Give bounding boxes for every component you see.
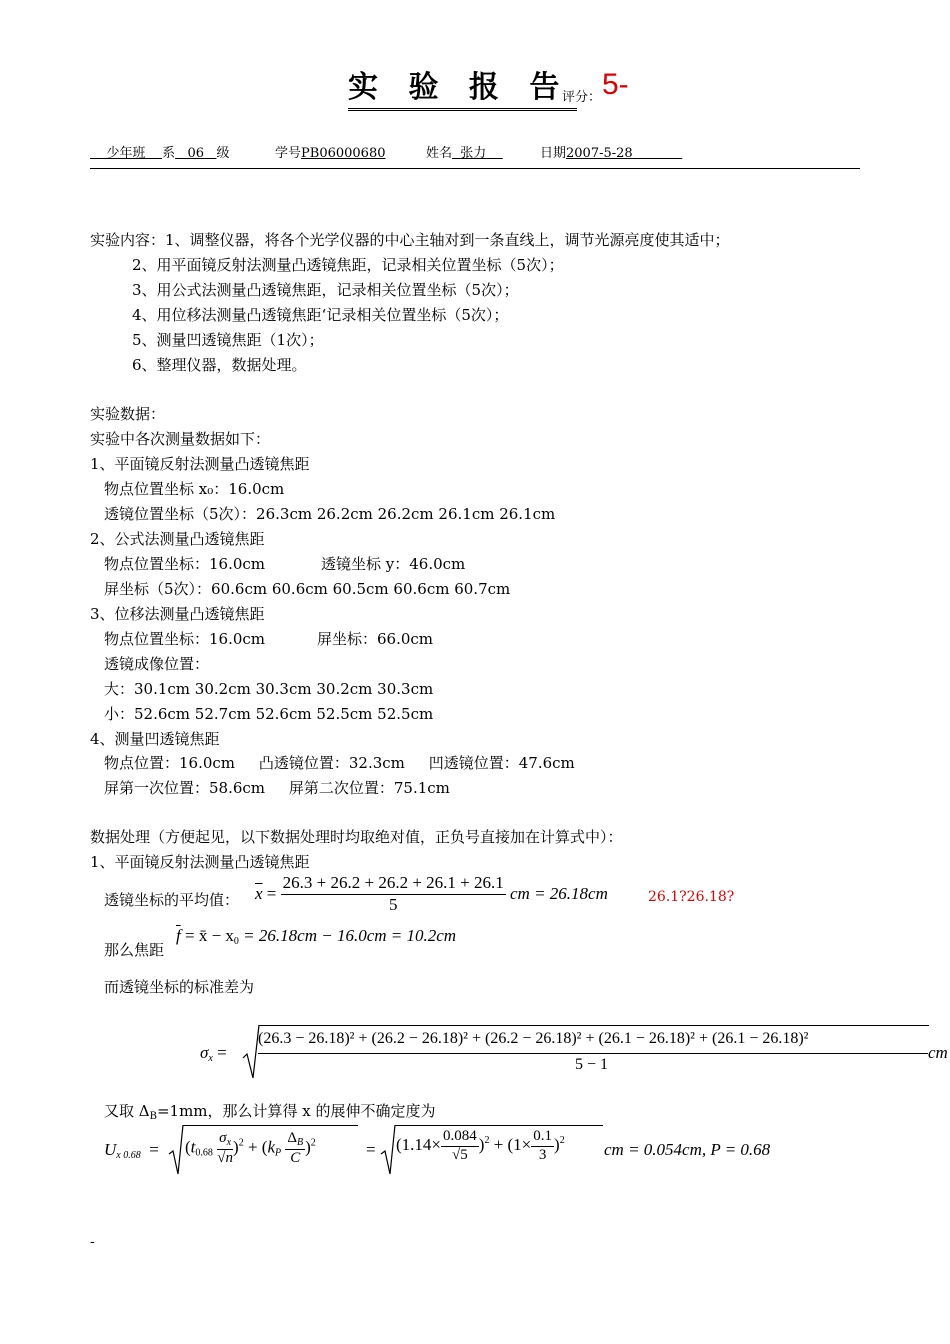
data-line: 物点位置坐标：16.0cm (104, 555, 266, 573)
focal-eq: = x̄ − x (184, 926, 234, 945)
grade: 06 (187, 146, 205, 161)
content-item: 6、整理仪器，数据处理。 (132, 356, 307, 374)
std-denominator: 5 − 1 (575, 1056, 609, 1073)
data-line: 透镜位置坐标（5次）：26.3cm 26.2cm 26.2cm 26.1cm 26.1cm (104, 505, 556, 523)
std-label: 而透镜坐标的标准差为 (104, 978, 255, 996)
content-item: 4、用位移法测量凸透镜焦距‘记录相关位置坐标（5次）； (132, 306, 509, 324)
unc-equals: = (366, 1140, 376, 1159)
mean-numerator: 26.3 + 26.2 + 26.2 + 26.1 + 26.1 (281, 873, 506, 895)
student-name: 张力 (460, 146, 487, 161)
name-field (426, 145, 503, 163)
sigma-symbol: $\sigma_x$ = (200, 1043, 227, 1064)
mean-result: cm = 26.18cm (510, 884, 608, 903)
unc-radical-1-bar (183, 1125, 358, 1126)
unc-symbolic: ($t_{0.68}$ $\frac{\sigma_x}{√n}$ )$^2 + (k_P$ $\frac{\Delta_B}{C}$ )$^2$ (185, 1130, 316, 1166)
data-line: 透镜成像位置： (104, 655, 210, 673)
date-field (540, 145, 682, 163)
section-title: 1、平面镜反射法测量凸透镜焦距 (90, 853, 310, 871)
student-id: PB06000680 (301, 146, 386, 161)
data-line: 大：30.1cm 30.2cm 30.3cm 30.2cm 30.3cm (104, 680, 434, 698)
std-radical-bar (259, 1025, 929, 1026)
data-subheading: 实验中各次测量数据如下： (90, 430, 271, 448)
unc-s: 0.084 (441, 1128, 479, 1147)
header-rule (90, 168, 860, 169)
name-label: 姓名 (426, 146, 453, 161)
unc-t: 1.14 (401, 1134, 432, 1154)
U-symbol: $U_{x 0.68}$ = (104, 1140, 159, 1161)
unc-result: cm = 0.054cm, P = 0.68 (604, 1140, 771, 1159)
data-line: 物点位置坐标 x₀：16.0cm (104, 480, 285, 498)
content-item: 5、测量凹透镜焦距（1次）； (132, 331, 324, 349)
student-id-field (275, 145, 385, 163)
unc-c: 3 (538, 1147, 547, 1163)
data-line: 物点位置：16.0cm 凸透镜位置：32.3cm 凹透镜位置：47.6cm (104, 754, 575, 772)
date: 2007-5-28 (566, 146, 633, 161)
focal-result: = 26.18cm − 16.0cm = 10.2cm (243, 926, 457, 945)
unc-radical-2 (380, 1124, 396, 1176)
section-title: 2、公式法测量凸透镜焦距 (90, 530, 265, 548)
mean-formula: $\overline{x}$ = $\frac{26.3 + 26.2 + 26.2 + 26.1 + 26.1}{5}$ cm = 26.18cm (255, 873, 608, 914)
data-line: 物点位置坐标：16.0cm (104, 630, 266, 648)
unc-label-a: 又取 Δ (104, 1102, 150, 1120)
content-intro: 实验内容：1、调整仪器，将各个光学仪器的中心主轴对到一条直线上，调节光源亮度使其适中； (90, 231, 730, 249)
std-numerator: (26.3 − 26.18)² + (26.2 − 26.18)² + (26.2 − 26.18)² + (26.1 − 26.18)² + (26.1 − 26.18)² (258, 1030, 809, 1047)
mean-note: 26.1?26.18? (648, 889, 735, 905)
unc-radical-2-bar (395, 1125, 603, 1126)
score-label: 评分： (562, 90, 602, 105)
data-line: 屏第一次位置：58.6cm 屏第二次位置：75.1cm (104, 779, 450, 797)
score-value: 5- (602, 68, 629, 101)
std-fraction-bar (258, 1053, 928, 1054)
mean-fraction (281, 873, 506, 915)
unc-numeric: (1.14× $\frac{0.084}{√5}$ )$^2$ + (1× $\frac{0.1}{3}$ )$^2$ (396, 1128, 565, 1163)
focal-formula: $\overline{f}$ = x̄ − $x_0 = 26.18cm - 16.0cm = 10.2cm$ (176, 926, 457, 947)
data-heading: 实验数据： (90, 405, 166, 423)
content-item: 3、用公式法测量凸透镜焦距，记录相关位置坐标（5次）； (132, 281, 519, 299)
data-line: 屏坐标（5次）：60.6cm 60.6cm 60.5cm 60.6cm 60.7cm (104, 580, 511, 598)
unc-label-b: =1mm，那么计算得 x 的展伸不确定度为 (156, 1102, 436, 1120)
mean-denominator: 5 (388, 895, 398, 914)
date-label: 日期 (540, 146, 567, 161)
dept-suffix: 系 (162, 146, 176, 161)
student-id-label: 学号 (275, 146, 302, 161)
data-line: 透镜坐标 y：46.0cm (321, 555, 466, 573)
report-title: 实 验 报 告 (348, 70, 577, 111)
content-item: 2、用平面镜反射法测量凸透镜焦距，记录相关位置坐标（5次）； (132, 256, 564, 274)
mean-label: 透镜坐标的平均值： (104, 891, 240, 909)
section-title: 3、位移法测量凸透镜焦距 (90, 605, 265, 623)
dept: 少年班 (106, 146, 146, 161)
unc-radical-1 (168, 1124, 184, 1176)
data-line: 小：52.6cm 52.7cm 52.6cm 52.5cm 52.5cm (104, 705, 434, 723)
unc-b: 0.1 (531, 1128, 554, 1147)
unc-n: 5 (460, 1147, 468, 1163)
uncertainty-label: 又取 $\Delta_B=1mm$，那么计算得 x 的展伸不确定度为 (104, 1102, 436, 1122)
info-line (90, 145, 229, 163)
std-unit: cm (928, 1043, 948, 1062)
data-line: 屏坐标：66.0cm (317, 630, 434, 648)
grade-suffix: 级 (216, 146, 230, 161)
section-title: 1、平面镜反射法测量凸透镜焦距 (90, 455, 310, 473)
focal-label: 那么焦距 (104, 941, 165, 959)
footer-mark: - (90, 1234, 95, 1250)
section-title: 4、测量凹透镜焦距 (90, 730, 220, 748)
processing-heading: 数据处理（方便起见，以下数据处理时均取绝对值，正负号直接加在计算式中）： (90, 828, 623, 846)
